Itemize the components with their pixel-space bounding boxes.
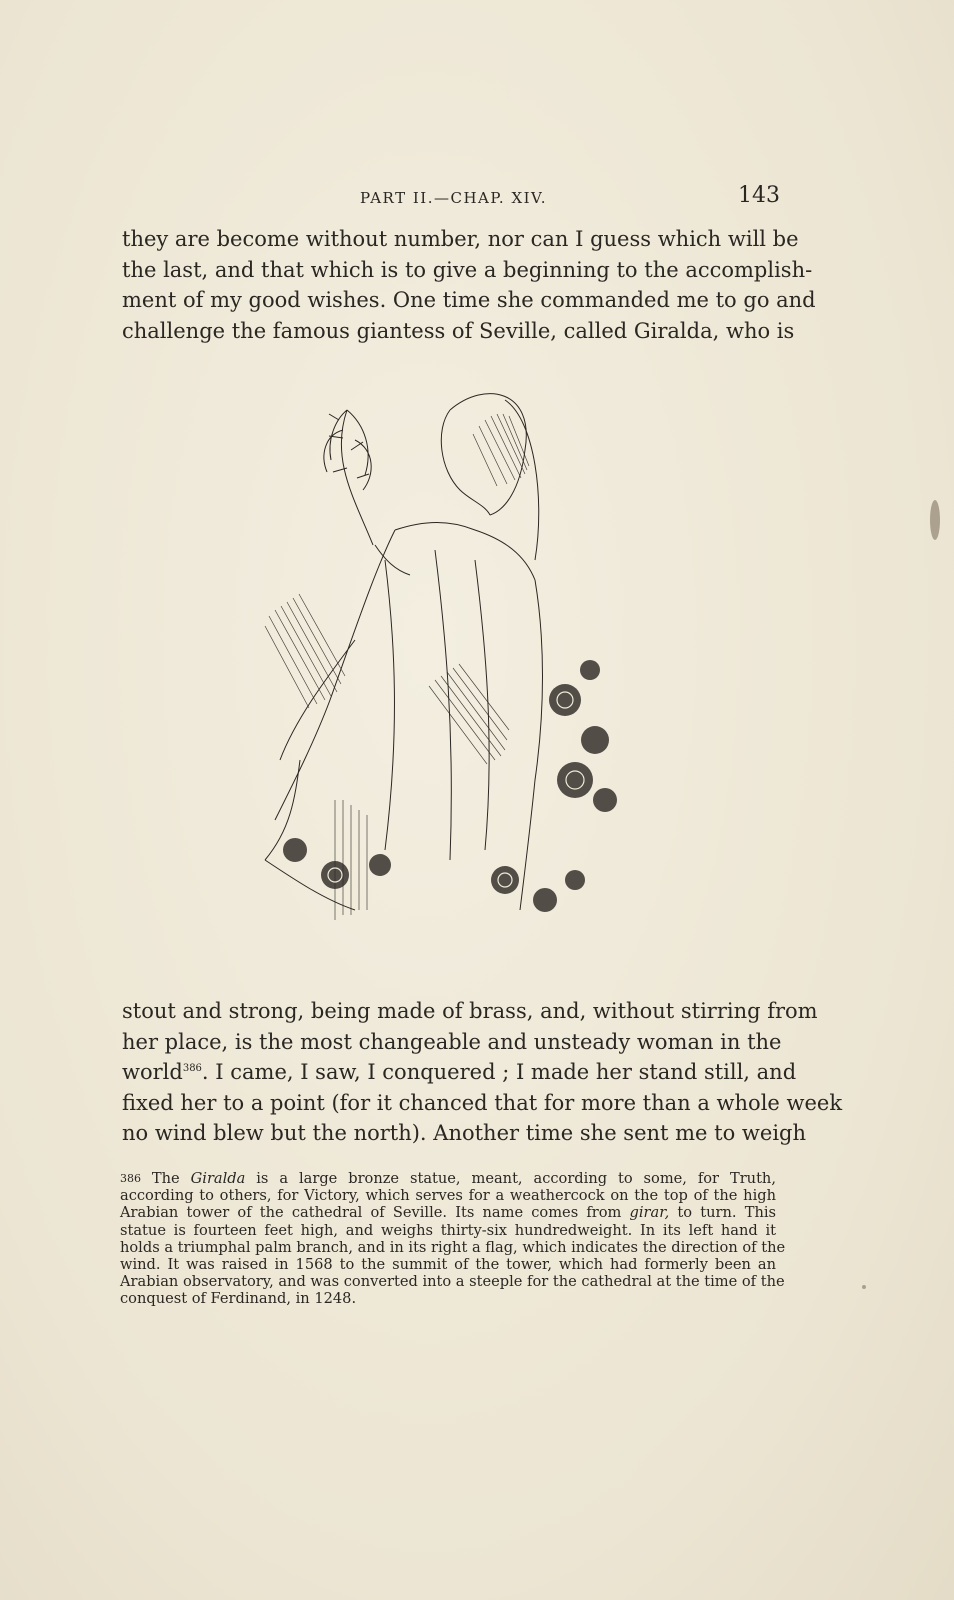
- woman-with-palm-engraving: [235, 380, 645, 965]
- text-line: ment of my good wishes. One time she commanded me to go and: [122, 288, 816, 312]
- text-segment: is a large bronze statue, meant, according to some, for Truth,: [245, 1170, 776, 1187]
- page-speck: [862, 1285, 866, 1289]
- footnote-reference: 386: [182, 1063, 202, 1074]
- footnote-line: according to others, for Victory, which serves for a weathercock on the top of the high: [120, 1187, 776, 1205]
- footnote-line: conquest of Ferdinand, in 1248.: [120, 1290, 357, 1308]
- text-line: challenge the famous giantess of Seville, called Giralda, who is: [122, 318, 795, 343]
- italic-term: girar,: [629, 1204, 670, 1222]
- text-line: fixed her to a point (for it chanced that for more than a whole week: [122, 1090, 843, 1115]
- text-line: her place, is the most changeable and unsteady woman in the: [122, 1029, 782, 1054]
- text-segment: to turn. This: [669, 1204, 776, 1222]
- text-segment: Arabian tower of the cathedral of Seville. Its name comes from: [120, 1204, 630, 1222]
- text-line: stout and strong, being made of brass, and, without stirring from: [122, 999, 818, 1023]
- text-segment: . I came, I saw, I conquered ; I made her stand still, and: [201, 1060, 797, 1084]
- footnote-line: [120, 1204, 776, 1221]
- footnote-line: Arabian observatory, and was converted into a steeple for the cathedral at the time of the: [120, 1273, 785, 1291]
- footnote-line: wind. It was raised in 1568 to the summit of the tower, which had formerly been an: [120, 1256, 776, 1274]
- paragraph-top: [122, 224, 816, 346]
- page-number: 143: [738, 183, 780, 208]
- text-segment: world: [122, 1060, 183, 1084]
- text-segment: The: [141, 1170, 191, 1187]
- text-line: [122, 1057, 797, 1088]
- text-line: no wind blew but the north). Another time she sent me to weigh: [122, 1121, 806, 1145]
- engraving-illustration: [235, 380, 645, 965]
- italic-term: Giralda: [190, 1170, 246, 1187]
- footnote-line: statue is fourteen feet high, and weighs thirty-six hundredweight. In its left hand it: [120, 1221, 776, 1239]
- footnote-line: [120, 1170, 776, 1187]
- text-line: the last, and that which is to give a beginning to the accomplish-: [122, 257, 813, 282]
- text-line: they are become without number, nor can I guess which will be: [122, 227, 799, 251]
- paragraph-bottom: [122, 996, 843, 1149]
- page-smudge: [930, 500, 940, 540]
- running-head: [120, 183, 780, 213]
- footnote-number: 386: [120, 1172, 141, 1185]
- footnote: [120, 1170, 786, 1308]
- footnote-line: holds a triumphal palm branch, and in its right a flag, which indicates the direction of the: [120, 1238, 786, 1256]
- running-title: PART II.—CHAP. XIV.: [360, 189, 548, 207]
